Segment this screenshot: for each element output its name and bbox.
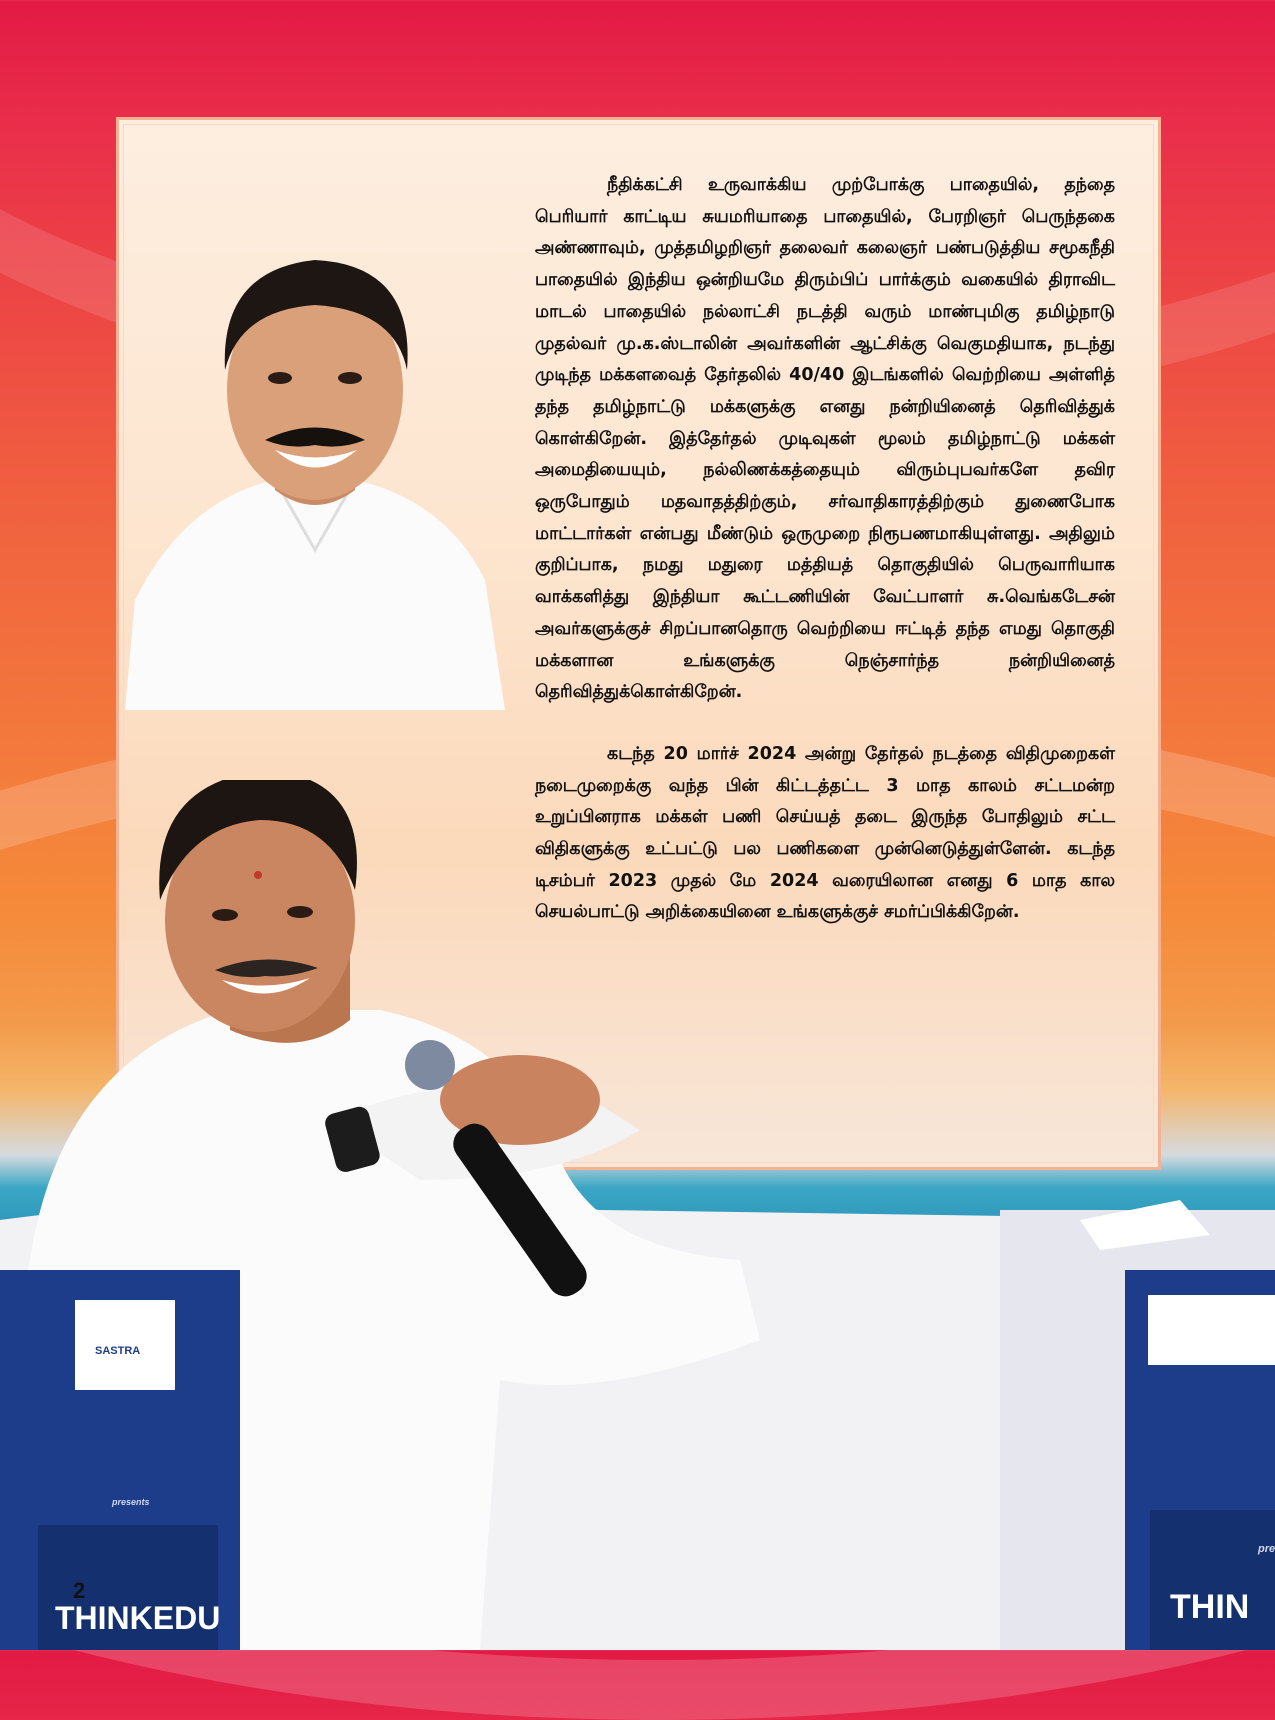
banner-right-title: THIN: [1170, 1588, 1250, 1626]
banner-right-presents: pre: [1258, 1543, 1275, 1555]
page-number: 2: [73, 1578, 86, 1603]
banner-left-presents: presents: [112, 1497, 150, 1507]
paragraph-2: கடந்த 20 மார்ச் 2024 அன்று தேர்தல் நடத்தை விதிமுறைகள் நடைமுறைக்கு வந்த பின் கிட்டத்தட்ட 3 மாத காலம் சட்டமன்ற உறுப்பினராக மக்கள் பணி செய்யத் தடை இருந்த போதிலும் சட்ட விதிகளுக்கு உட்பட்டு பல பணிகளை முன்னெடுத்துள்ளேன். கடந்த டிசம்பர் 2023 முதல் மே 2024 வரையிலான எனது 6 மாத கால செயல்பாட்டு அறிக்கையினை உங்களுக்குச் சமர்ப்பிக்கிறேன்.: [535, 743, 1115, 923]
portrait-photo-top: [125, 250, 505, 710]
banner-left-title: THINKEDU: [55, 1600, 221, 1636]
banner-left-logo: SASTRA: [95, 1345, 141, 1357]
banner-right-logo: SA: [1238, 1468, 1264, 1488]
message-body: [535, 170, 1115, 929]
paragraph-1: நீதிக்கட்சி உருவாக்கிய முற்போக்கு பாதையில், தந்தை பெரியார் காட்டிய சுயமரியாதை பாதையில், பேரறிஞர் பெருந்தகை அண்ணாவும், முத்தமிழறிஞர் தலைவர் கலைஞர் பண்படுத்திய சமூகநீதி பாதையில் இந்திய ஒன்றியமே திரும்பிப் பார்க்கும் வகையில் திராவிட மாடல் பாதையில் நல்லாட்சி நடத்தி வரும் மாண்புமிகு தமிழ்நாடு முதல்வர் மு.க.ஸ்டாலின் அவர்களின் ஆட்சிக்கு வெகுமதியாக, நடந்து முடிந்த மக்களவைத் தேர்தலில் 40/40 இடங்களில் வெற்றியை அள்ளித் தந்த தமிழ்நாட்டு மக்களுக்கு எனது நன்றியினைத் தெரிவித்துக் கொள்கிறேன். இத்தேர்தல் முடிவுகள் மூலம் தமிழ்நாட்டு மக்கள் அமைதியையும், நல்லிணக்கத்தையும் விரும்புபவர்களே தவிர ஒருபோதும் மதவாதத்திற்கும், சர்வாதிகாரத்திற்கும் துணைபோக மாட்டார்கள் என்பது மீண்டும் ஒருமுறை நிரூபணமாகியுள்ளது. அதிலும் குறிப்பாக, நமது மதுரை மத்தியத் தொகுதியில் பெருவாரியாக வாக்களித்து இந்தியா கூட்டணியின் வேட்பாளர் சு.வெங்கடேசன் அவர்களுக்குச் சிறப்பானதொரு வெற்றியை ஈட்டித் தந்த எமது தொகுதி மக்களான உங்களுக்கு நெஞ்சார்ந்த நன்றியினைத் தெரிவித்துக்கொள்கிறேன்.: [535, 175, 1115, 703]
